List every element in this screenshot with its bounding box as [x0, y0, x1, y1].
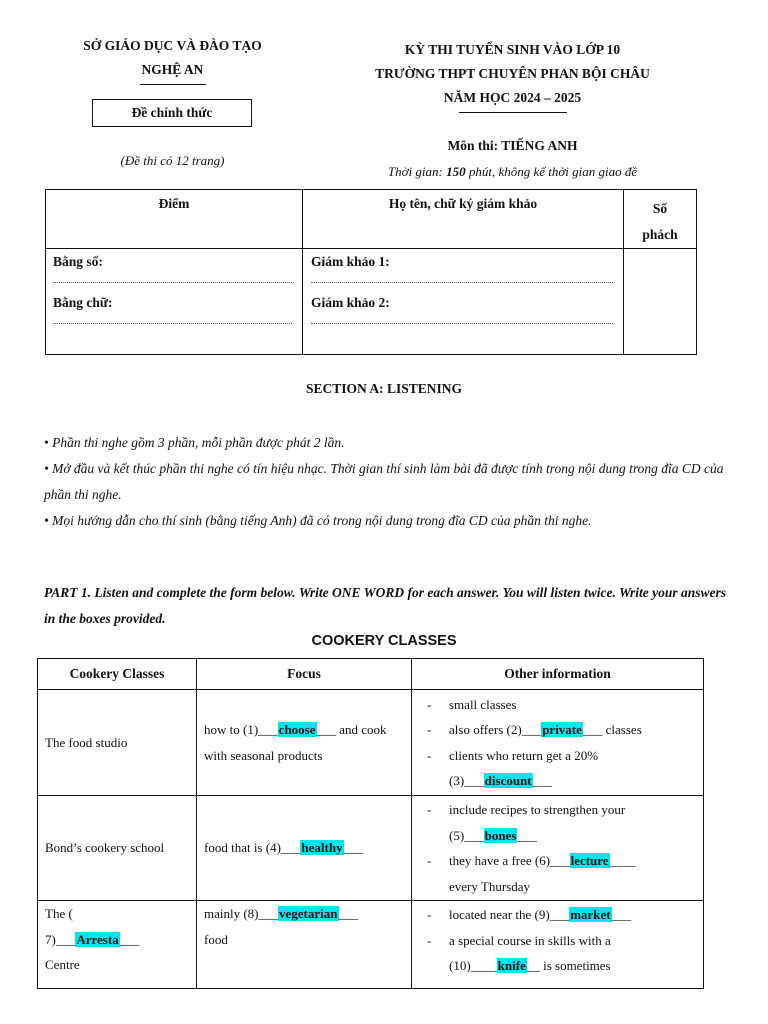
info-cell: [412, 690, 704, 796]
official-badge: Đề chính thức: [92, 99, 252, 127]
info-item: [413, 928, 702, 979]
header-right: [330, 38, 695, 113]
text: __ is sometimes: [526, 958, 611, 973]
text: they have a free (6)___: [449, 853, 570, 868]
text: food: [204, 931, 228, 947]
instruction-item: • Mọi hướng dẫn cho thí sinh (bằng tiếng Anh) đã có trong nội dung trong đĩa CD của phần thi nghe.: [44, 513, 592, 528]
table-title: COOKERY CLASSES: [311, 633, 457, 649]
examiner2-label: Giám khảo 2:: [311, 295, 390, 310]
pages-note: (Đề thi có 12 trang): [120, 153, 225, 168]
text: The (: [45, 906, 73, 921]
info-cell: [412, 796, 704, 901]
info-item: [413, 797, 702, 848]
text: ___: [338, 906, 358, 921]
text: ___ and cook with seasonal products: [204, 722, 387, 763]
text: ____: [609, 853, 636, 868]
score-table: [45, 189, 697, 355]
answer-2[interactable]: private: [542, 722, 582, 737]
class-name-text: Bond’s cookery school: [45, 840, 165, 856]
section-title: SECTION A: LISTENING: [305, 381, 463, 396]
text: ___: [532, 773, 553, 788]
answer-10[interactable]: knife: [497, 958, 526, 973]
header-left: [40, 38, 305, 85]
by-words-label: Bằng chữ:: [53, 295, 113, 310]
by-number-field[interactable]: [53, 272, 292, 283]
text: mainly (8)___: [204, 906, 279, 921]
instruction-item: • Phần thi nghe gồm 3 phần, mỗi phần được phát 2 lần.: [44, 435, 345, 450]
info-item: [413, 717, 702, 743]
examiner1-label: Giám khảo 1:: [311, 254, 390, 269]
answer-3[interactable]: discount: [484, 773, 532, 788]
examiner-header: [303, 190, 624, 249]
column-header: Focus: [197, 659, 412, 690]
answer-8[interactable]: vegetarian: [279, 906, 338, 921]
id-header-line1: Số: [652, 201, 668, 216]
id-cell: [624, 249, 697, 355]
text: food that is (4)___: [204, 840, 301, 856]
by-words-field[interactable]: [53, 313, 292, 324]
column-header: Other information: [412, 659, 704, 690]
time-prefix: Thời gian:: [387, 164, 447, 179]
examiner2-field[interactable]: [311, 313, 613, 324]
table-row: [38, 690, 704, 796]
table-row: [38, 796, 704, 901]
answer-7[interactable]: Arresta: [76, 931, 119, 947]
text: every Thursday: [449, 878, 530, 894]
score-header-label: Điểm: [158, 196, 190, 211]
text: (3)___: [449, 773, 484, 788]
cookery-table: [37, 658, 704, 989]
by-number-label: Bằng số:: [53, 254, 103, 269]
year-underline: [459, 112, 567, 113]
text: (5)___: [449, 827, 484, 843]
text: include recipes to strengthen your: [449, 802, 626, 817]
school-year: NĂM HỌC 2024 – 2025: [443, 90, 582, 105]
text: ___: [517, 827, 537, 843]
text: 7)___: [45, 931, 76, 947]
text: ___: [343, 840, 364, 856]
text: ___: [119, 931, 140, 947]
text: ___: [611, 907, 632, 922]
info-item: [413, 848, 702, 899]
text: also offers (2)___: [449, 722, 542, 737]
time-value: 150: [446, 164, 466, 179]
info-cell: [412, 901, 704, 989]
id-header: [624, 190, 697, 249]
info-item: - small classes: [413, 692, 702, 718]
answer-5[interactable]: bones: [484, 827, 517, 843]
class-name: [38, 796, 197, 901]
text: how to (1)___: [204, 722, 278, 737]
info-item: [413, 902, 702, 928]
class-name: [38, 901, 197, 989]
answer-1[interactable]: choose: [278, 722, 316, 737]
text: a special course in skills with a: [449, 932, 611, 948]
part1-instructions: PART 1. Listen and complete the form below. Write ONE WORD for each answer. You will listen twice. Write your answers in the boxes provided.: [44, 585, 726, 626]
examiner-cell: [303, 249, 624, 355]
time-note: [330, 164, 695, 180]
column-header: Cookery Classes: [38, 659, 197, 690]
class-name: [38, 690, 197, 796]
instruction-item: • Mở đầu và kết thúc phần thi nghe có tín hiệu nhạc. Thời gian thí sinh làm bài đã được tính trong nội dung trong đĩa CD của phần thi nghe.: [44, 461, 724, 502]
examiner1-field[interactable]: [311, 272, 613, 283]
focus-cell: [197, 796, 412, 901]
id-header-line2: phách: [642, 227, 678, 242]
province-underline: [140, 84, 206, 85]
answer-6[interactable]: lecture: [570, 853, 609, 868]
answer-9[interactable]: market: [570, 907, 611, 922]
text: located near the (9)___: [449, 907, 570, 922]
text: (10)____: [449, 958, 497, 973]
score-header: [46, 190, 303, 249]
department-name: SỞ GIÁO DỤC VÀ ĐÀO TẠO: [83, 38, 262, 53]
text: ___ classes: [582, 722, 642, 737]
answer-4[interactable]: healthy: [301, 840, 343, 856]
text: clients who return get a 20%: [449, 747, 599, 763]
focus-cell: [197, 690, 412, 796]
focus-cell: [197, 901, 412, 989]
subject: Môn thi: TIẾNG ANH: [447, 138, 578, 153]
school-name: TRƯỜNG THPT CHUYÊN PHAN BỘI CHÂU: [375, 66, 650, 81]
score-cell: [46, 249, 303, 355]
text: [45, 927, 189, 953]
examiner-header-label: Họ tên, chữ ký giám khảo: [388, 196, 538, 211]
info-item: [413, 743, 702, 794]
time-suffix: phút, không kể thời gian giao đề: [465, 164, 638, 179]
province-name: NGHỆ AN: [141, 62, 204, 77]
instructions: [44, 430, 734, 534]
exam-title: KỲ THI TUYỂN SINH VÀO LỚP 10: [404, 42, 621, 57]
class-name-text: The food studio: [45, 734, 128, 750]
table-row: [38, 901, 704, 989]
text: Centre: [45, 957, 80, 972]
